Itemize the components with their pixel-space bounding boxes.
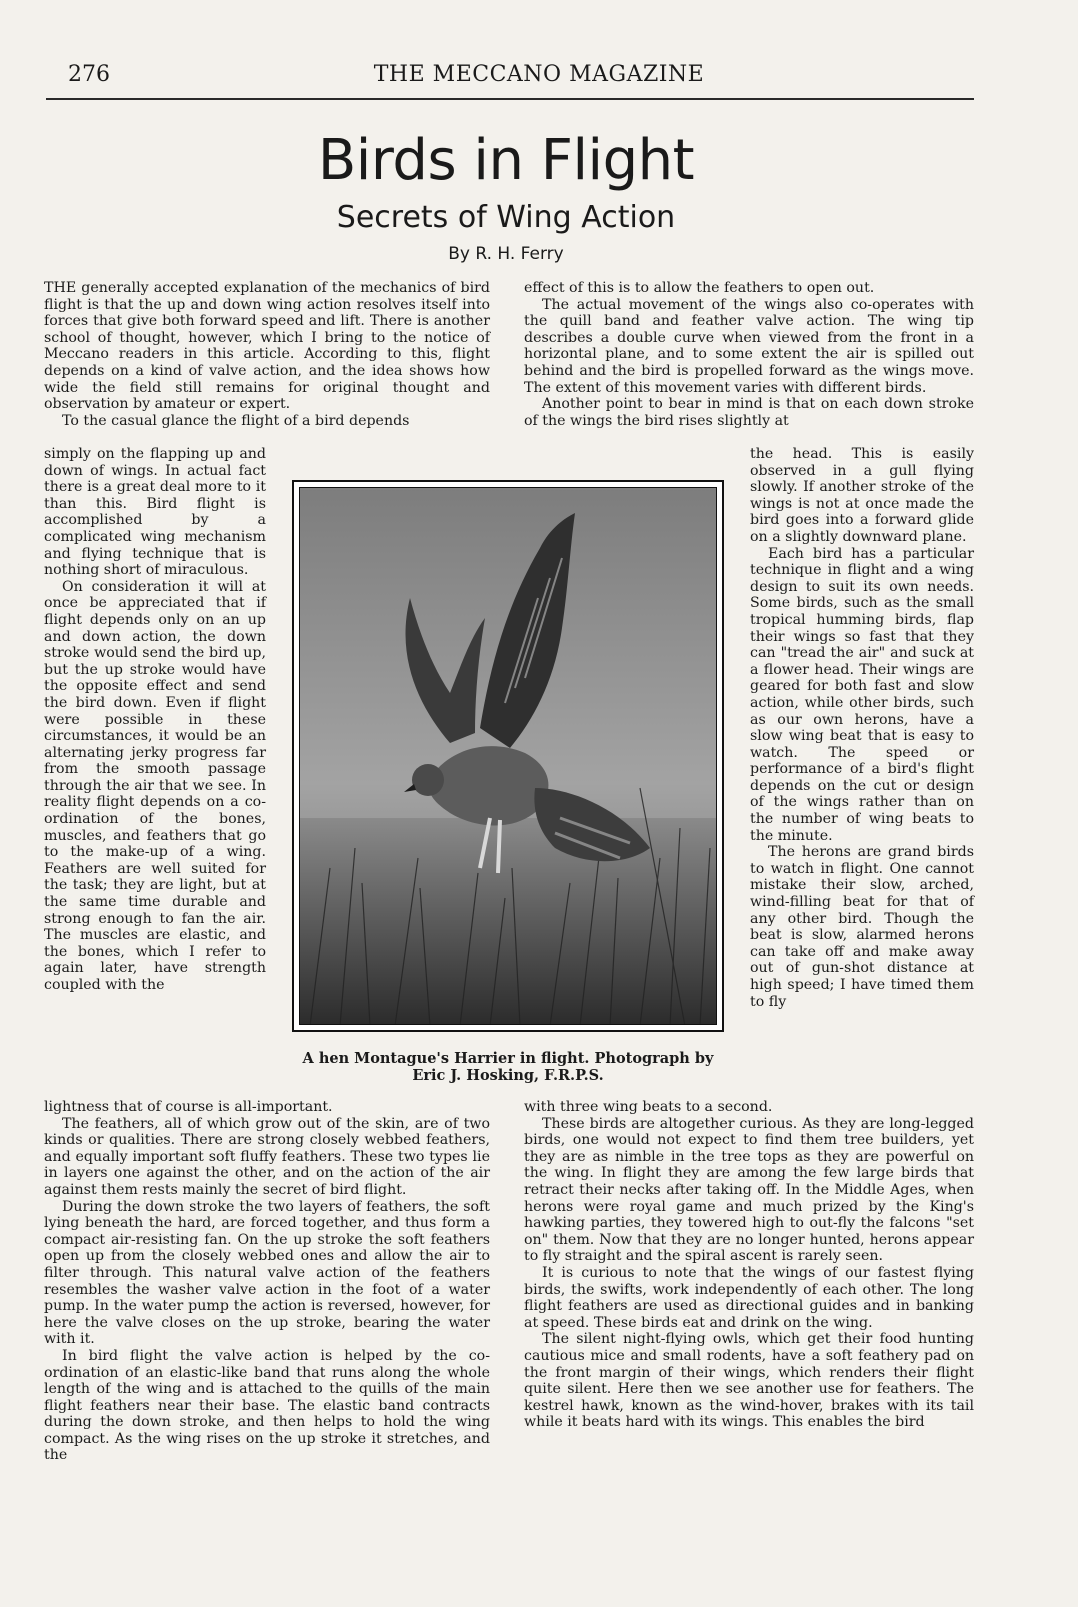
- harrier-in-flight-image: [300, 488, 717, 1025]
- paragraph: The silent night-flying owls, which get their food hunting cautious mice and small rodents, have a soft feathery pad on the front margin of their wings, which renders their flight quite silent. Here then we see another use for feathers. The kestrel hawk, known as the wind-hover, brakes with its tail while it beats hard with its wings. This enables the bird: [524, 1331, 974, 1431]
- paragraph: It is curious to note that the wings of our fastest flying birds, the swifts, work independently of each other. The long flight feathers are used as directional guides and in banking at speed. These birds eat and drink on the wing.: [524, 1264, 974, 1331]
- paragraph: During the down stroke the two layers of feathers, the soft lying beneath the hard, are forced together, and thus form a compact air-resisting fan. On the up stroke the soft feathers open up from the closely webbed ones and allow the air to filter through. This natural valve action of the feathers resembles the washer valve action in the foot of a water pump. In the water pump the action is reversed, however, for here the valve closes on the up stroke, bearing the water with it.: [44, 1198, 490, 1348]
- paragraph: with three wing beats to a second.: [524, 1099, 773, 1115]
- column-2-wrap: [750, 446, 974, 1010]
- paragraph: Each bird has a particular technique in flight and a wing design to suit its own needs. Some birds, such as the small tropical humming birds, flap their wings so fast that they can "tread the air" and suck at a flower head. Their wings are geared for both fast and slow action, while other birds, such as our own herons, have a slow wing beat that is easy to watch. The speed or performance of a bird's flight depends on the cut or design of the wings rather than on the number of wing beats to the minute.: [750, 545, 974, 844]
- paragraph: the head. This is easily observed in a gull flying slowly. If another stroke of the wings is not at once made the bird goes into a forward glide on a slightly downward plane.: [750, 446, 974, 545]
- column-2-bottom: [524, 1099, 974, 1431]
- paragraph: The herons are grand birds to watch in flight. One cannot mistake their slow, arched, wind-filling beat for that of any other bird. Though the beat is slow, alarmed herons can take off and make away out of gun-shot distance at high speed; I have timed them to fly: [750, 844, 974, 1010]
- photograph-inner-border: [299, 487, 717, 1025]
- paragraph: In bird flight the valve action is helped by the co-ordination of an elastic-like band that runs along the whole length of the wing and is attached to the quills of the main flight feathers near their base. The elastic band contracts during the down stroke, and then helps to hold the wing compact. As the wing rises on the up stroke it stretches, and the: [44, 1347, 490, 1464]
- paragraph: These birds are altogether curious. As they are long-legged birds, one would not expect to find them tree builders, yet they are as nimble in the tree tops as they are powerful on the wing. In flight they are among the few large birds that retract their necks after taking off. In the Middle Ages, when herons were royal game and much prized by the King's hawking parties, they towered high to out-fly the falcons "set on" them. Now that they are no longer hunted, herons appear to fly straight and the spiral ascent is rarely seen.: [524, 1115, 974, 1265]
- column-2-top: [524, 280, 974, 429]
- column-1-top: [44, 280, 490, 429]
- header-rule: [46, 98, 974, 100]
- column-1-bottom: [44, 1099, 490, 1464]
- article-subtitle: Secrets of Wing Action: [336, 200, 676, 235]
- column-1-wrap: [44, 446, 266, 994]
- article-byline: By R. H. Ferry: [448, 244, 564, 264]
- page-number: 276: [68, 62, 110, 87]
- paragraph: lightness that of course is all-important.: [44, 1099, 333, 1115]
- paragraph: simply on the flapping up and down of wings. In actual fact there is a great deal more to it than this. Bird flight is accomplished by a complicated wing mechanism and flying technique that is nothing short of miraculous.: [44, 446, 266, 579]
- photo-caption: A hen Montague's Harrier in flight. Photograph by Eric J. Hosking, F.R.P.S.: [302, 1050, 714, 1084]
- paragraph: effect of this is to allow the feathers to open out.: [524, 280, 875, 296]
- paragraph: The feathers, all of which grow out of the skin, are of two kinds or qualities. There are strong closely webbed feathers, and equally important soft fluffy feathers. These two types lie in layers one against the other, and on the action of the air against them rests mainly the secret of bird flight.: [44, 1115, 490, 1198]
- harrier-photograph: [292, 480, 724, 1032]
- paragraph: To the casual glance the flight of a bird depends: [62, 412, 410, 429]
- paragraph: Another point to bear in mind is that on each down stroke of the wings the bird rises slightly at: [524, 396, 974, 429]
- paragraph: The actual movement of the wings also co-operates with the quill band and feather valve action. The wing tip describes a double curve when viewed from the front in a horizontal plane, and to some extent the air is spilled out behind and the bird is propelled forward as the wings move. The extent of this movement varies with different birds.: [524, 296, 974, 396]
- paragraph: THE generally accepted explanation of the mechanics of bird flight is that the up and down wing action resolves itself into forces that give both forward speed and lift. There is another school of thought, however, which I bring to the notice of Meccano readers in this article. According to this, flight depends on a kind of valve action, and the idea shows how wide the field still remains for original thought and observation by amateur or expert.: [44, 280, 490, 413]
- running-head: THE MECCANO MAGAZINE: [373, 62, 705, 87]
- article-title: Birds in Flight: [317, 128, 695, 193]
- paragraph: On consideration it will at once be appreciated that if flight depends only on an up and down action, the down stroke would send the bird up, but the up stroke would have the opposite effect and send the bird down. Even if flight were possible in these circumstances, it would be an alternating jerky progress far from the smooth passage through the air that we see. In reality flight depends on a co-ordination of the bones, muscles, and feathers that go to the make-up of a wing. Feathers are well suited for the task; they are light, but at the same time durable and strong enough to fan the air. The muscles are elastic, and the bones, which I refer to again later, have strength coupled with the: [44, 578, 266, 993]
